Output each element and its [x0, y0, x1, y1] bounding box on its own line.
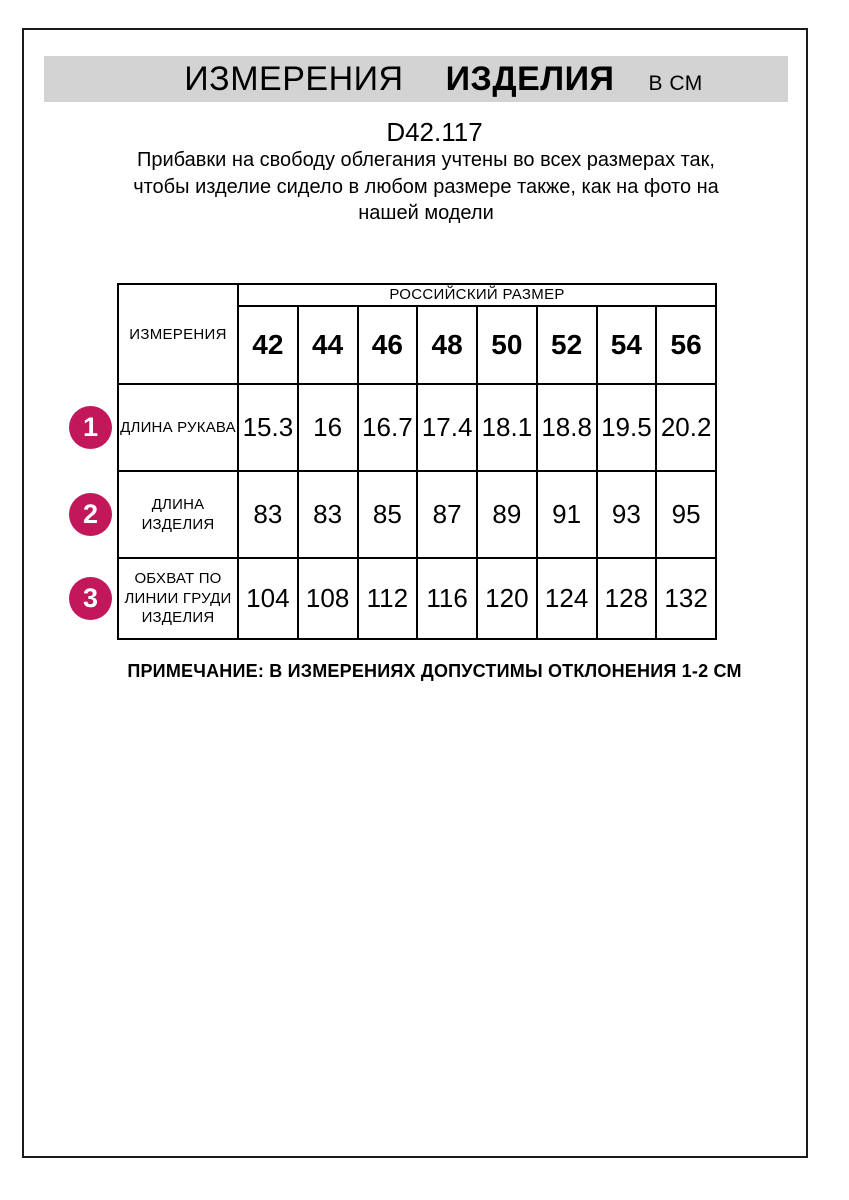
value-cell: 16.7: [358, 384, 418, 471]
row-number-badge-2: [69, 493, 112, 536]
value-cell: 18.8: [537, 384, 597, 471]
size-header-cell: 50: [477, 306, 537, 384]
row-label-chest-girth: ОБХВАТ ПО ЛИНИИ ГРУДИ ИЗДЕЛИЯ: [118, 558, 238, 639]
value-cell: 83: [298, 471, 358, 558]
size-header-cell: 46: [358, 306, 418, 384]
value-cell: 91: [537, 471, 597, 558]
row-number-badge-3: [69, 577, 112, 620]
value-cell: 87: [417, 471, 477, 558]
title-unit: В СМ: [648, 72, 703, 95]
badge-number: 2: [82, 499, 99, 529]
value-cell: 18.1: [477, 384, 537, 471]
size-header-cell: 44: [298, 306, 358, 384]
value-cell: 108: [298, 558, 358, 639]
value-cell: 89: [477, 471, 537, 558]
value-cell: 20.2: [656, 384, 716, 471]
note-text: ПРИМЕЧАНИЕ: В ИЗМЕРЕНИЯХ ДОПУСТИМЫ ОТКЛОНЕНИЯ 1-2 СМ: [127, 661, 742, 681]
measurements-column-header: ИЗМЕРЕНИЯ: [118, 284, 238, 384]
value-cell: 120: [477, 558, 537, 639]
value-cell: 128: [597, 558, 657, 639]
russian-size-group-header: РОССИЙСКИЙ РАЗМЕР: [238, 284, 716, 306]
value-cell: 85: [358, 471, 418, 558]
size-header-cell: 42: [238, 306, 298, 384]
intro-text: Прибавки на свободу облегания учтены во всех размерах так, чтобы изделие сидело в любом размере также, как на фото на нашей модели: [133, 149, 719, 225]
table-row: [118, 284, 716, 306]
value-cell: 83: [238, 471, 298, 558]
size-header-cell: 52: [537, 306, 597, 384]
table-row: [118, 384, 716, 471]
value-cell: 15.3: [238, 384, 298, 471]
badge-number: 3: [82, 583, 99, 613]
value-cell: 16: [298, 384, 358, 471]
badge-number: 1: [82, 412, 99, 442]
value-cell: 124: [537, 558, 597, 639]
table-row: [118, 471, 716, 558]
model-code: D42.117: [386, 117, 483, 147]
size-table: [117, 283, 717, 640]
value-cell: 95: [656, 471, 716, 558]
value-cell: 112: [358, 558, 418, 639]
size-header-cell: 56: [656, 306, 716, 384]
value-cell: 116: [417, 558, 477, 639]
value-cell: 104: [238, 558, 298, 639]
value-cell: 93: [597, 471, 657, 558]
row-label-sleeve-length: ДЛИНА РУКАВА: [118, 384, 238, 471]
value-cell: 17.4: [417, 384, 477, 471]
title-product: ИЗДЕЛИЯ: [445, 60, 615, 98]
row-label-garment-length: ДЛИНА ИЗДЕЛИЯ: [118, 471, 238, 558]
size-header-cell: 48: [417, 306, 477, 384]
value-cell: 19.5: [597, 384, 657, 471]
value-cell: 132: [656, 558, 716, 639]
table-row: [118, 558, 716, 639]
row-number-badge-1: [69, 406, 112, 449]
title-measurements: ИЗМЕРЕНИЯ: [184, 60, 404, 98]
size-header-cell: 54: [597, 306, 657, 384]
title-bar: [44, 56, 788, 102]
